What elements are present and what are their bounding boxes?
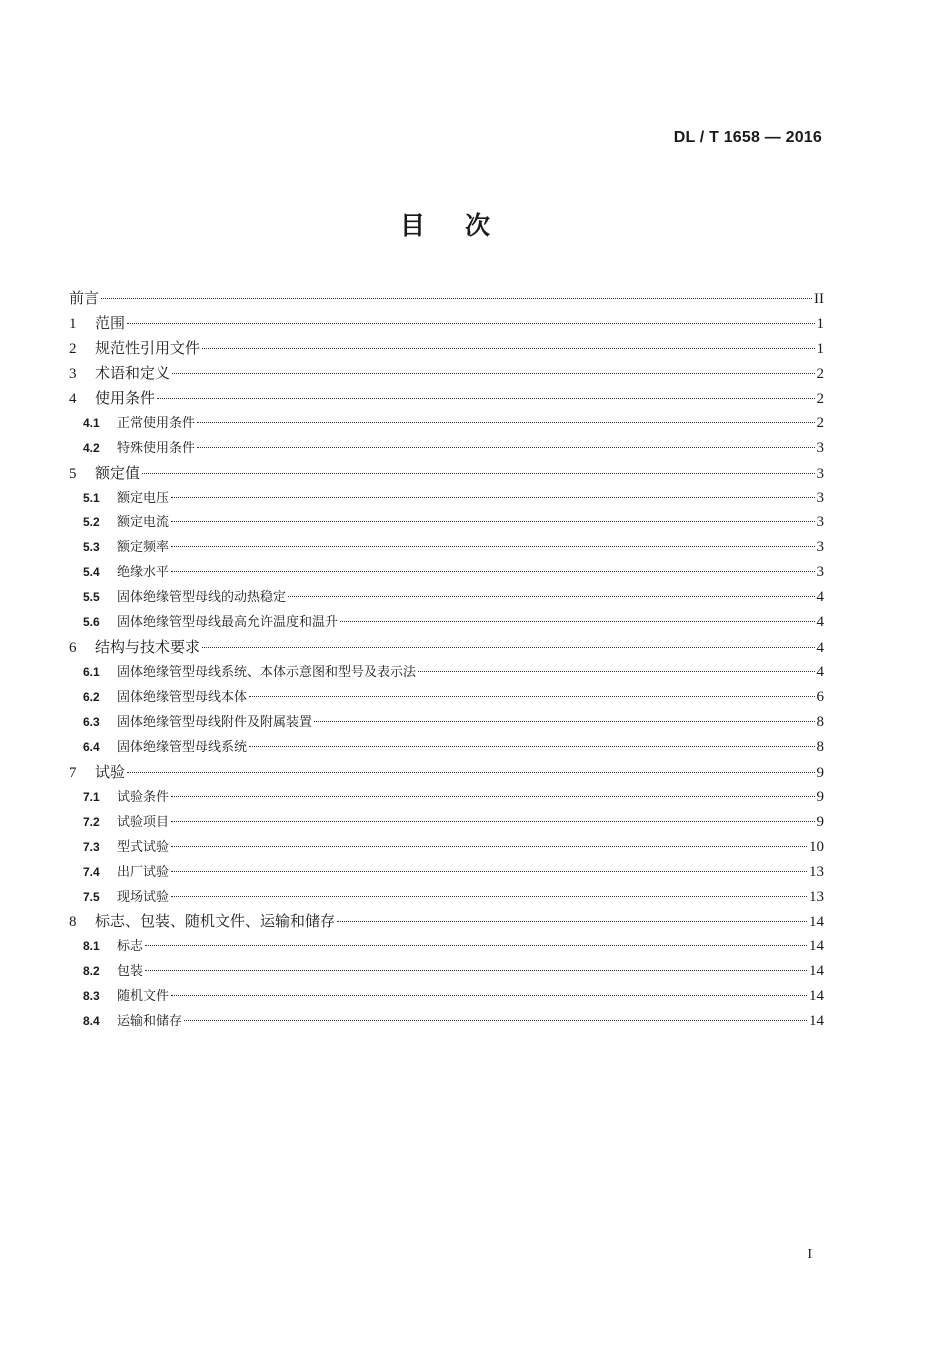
toc-entry-number: 3 xyxy=(69,365,77,382)
toc-entry-number: 7 xyxy=(69,764,77,781)
toc-entry[interactable] xyxy=(69,886,824,911)
toc-entry[interactable] xyxy=(69,312,824,337)
toc-leader-dots xyxy=(171,821,814,822)
toc-entry-page: 10 xyxy=(809,838,824,855)
toc-leader-dots xyxy=(171,571,814,572)
toc-leader-dots xyxy=(171,796,814,797)
toc-entry[interactable] xyxy=(69,437,824,462)
toc-entry[interactable] xyxy=(69,362,824,387)
toc-entry-label: 固体绝缘管型母线系统 xyxy=(117,739,248,755)
toc-entry-page: 13 xyxy=(809,863,824,880)
toc-entry[interactable] xyxy=(69,935,824,960)
table-of-contents xyxy=(69,287,824,1035)
toc-entry-number: 6.1 xyxy=(83,665,100,680)
toc-leader-dots xyxy=(337,921,807,922)
toc-entry-page: 3 xyxy=(816,465,824,482)
toc-entry-page: 14 xyxy=(809,1013,824,1030)
toc-entry-page: 4 xyxy=(816,614,824,631)
toc-entry-page: 4 xyxy=(816,640,824,657)
toc-entry[interactable] xyxy=(69,761,824,786)
toc-leader-dots xyxy=(101,298,812,299)
toc-entry-number: 4.1 xyxy=(83,415,100,430)
toc-entry-label: 额定频率 xyxy=(117,540,170,556)
page-title: 目次 xyxy=(399,211,530,240)
toc-entry-number: 7.4 xyxy=(83,864,100,879)
toc-entry-page: 3 xyxy=(816,439,824,456)
toc-entry-number: 6 xyxy=(69,640,77,657)
toc-entry-page: 9 xyxy=(816,764,824,781)
toc-entry-page: 3 xyxy=(816,514,824,531)
toc-entry[interactable] xyxy=(69,412,824,437)
toc-entry[interactable] xyxy=(69,811,824,836)
toc-entry-page: 3 xyxy=(816,489,824,506)
toc-entry-label: 固体绝缘管型母线附件及附属装置 xyxy=(117,714,313,730)
toc-entry[interactable] xyxy=(69,387,824,412)
toc-entry[interactable] xyxy=(69,511,824,536)
toc-leader-dots xyxy=(145,945,807,946)
toc-entry-number: 5.2 xyxy=(83,515,100,530)
toc-entry-label: 型式试验 xyxy=(117,839,170,855)
toc-entry-label: 试验条件 xyxy=(117,789,170,805)
toc-entry-page: 4 xyxy=(816,589,824,606)
toc-leader-dots xyxy=(157,398,814,399)
toc-entry-page: 8 xyxy=(816,713,824,730)
toc-leader-dots xyxy=(197,422,814,423)
toc-leader-dots xyxy=(171,846,807,847)
toc-entry-page: 1 xyxy=(816,315,824,332)
toc-entry[interactable] xyxy=(69,711,824,736)
toc-entry[interactable] xyxy=(69,487,824,512)
toc-entry[interactable] xyxy=(69,985,824,1010)
toc-entry-label: 现场试验 xyxy=(117,889,170,905)
toc-leader-dots xyxy=(171,546,814,547)
toc-entry[interactable] xyxy=(69,786,824,811)
toc-entry-number: 8.2 xyxy=(83,964,100,979)
toc-entry-page: 4 xyxy=(816,664,824,681)
toc-entry-label: 特殊使用条件 xyxy=(117,440,196,456)
toc-leader-dots xyxy=(171,521,814,522)
toc-entry-label: 绝缘水平 xyxy=(117,565,170,581)
toc-entry-number: 6.4 xyxy=(83,739,100,754)
toc-entry-label: 随机文件 xyxy=(117,989,170,1005)
toc-entry-label: 出厂试验 xyxy=(117,864,170,880)
toc-leader-dots xyxy=(197,447,814,448)
toc-entry-label: 额定电压 xyxy=(117,490,170,506)
toc-leader-dots xyxy=(171,497,814,498)
toc-entry-page: 9 xyxy=(816,813,824,830)
toc-entry-label: 额定电流 xyxy=(117,515,170,531)
toc-entry[interactable] xyxy=(69,1010,824,1035)
toc-entry[interactable] xyxy=(69,462,824,487)
toc-leader-dots xyxy=(288,596,814,597)
toc-leader-dots xyxy=(418,671,814,672)
toc-entry-page: 2 xyxy=(816,365,824,382)
toc-entry-number: 7.1 xyxy=(83,789,100,804)
toc-entry-page: 3 xyxy=(816,539,824,556)
toc-entry-number: 5.5 xyxy=(83,590,100,605)
toc-leader-dots xyxy=(202,647,814,648)
toc-entry-number: 8.1 xyxy=(83,939,100,954)
toc-entry-page: 14 xyxy=(809,938,824,955)
toc-entry-page: 9 xyxy=(816,788,824,805)
toc-entry[interactable] xyxy=(69,611,824,636)
toc-entry[interactable] xyxy=(69,561,824,586)
toc-entry-page: 14 xyxy=(809,914,824,931)
toc-entry-label: 范围 xyxy=(95,313,126,332)
toc-entry-number: 4 xyxy=(69,390,77,407)
toc-entry-number: 7.3 xyxy=(83,839,100,854)
toc-entry-number: 5.6 xyxy=(83,615,100,630)
toc-entry-label: 标志 xyxy=(117,939,144,955)
toc-entry-page: 3 xyxy=(816,564,824,581)
toc-entry-label: 使用条件 xyxy=(95,388,156,407)
toc-entry[interactable] xyxy=(69,287,824,312)
toc-leader-dots xyxy=(127,323,814,324)
toc-entry-number: 8.4 xyxy=(83,1014,100,1029)
toc-entry[interactable] xyxy=(69,337,824,362)
toc-entry-number: 4.2 xyxy=(83,440,100,455)
toc-entry-number: 7.5 xyxy=(83,889,100,904)
toc-leader-dots xyxy=(314,721,814,722)
toc-entry-number: 5.4 xyxy=(83,565,100,580)
toc-entry-label: 额定值 xyxy=(95,463,141,482)
toc-entry-label: 前言 xyxy=(69,289,100,307)
toc-entry[interactable] xyxy=(69,836,824,861)
toc-entry-number: 6.3 xyxy=(83,714,100,729)
toc-entry-label: 包装 xyxy=(117,964,144,980)
toc-entry-label: 标志、包装、随机文件、运输和储存 xyxy=(95,912,336,931)
toc-entry-label: 结构与技术要求 xyxy=(95,638,201,657)
toc-entry-page: 13 xyxy=(809,888,824,905)
toc-entry-page: 6 xyxy=(816,689,824,705)
toc-leader-dots xyxy=(202,348,814,349)
toc-entry-page: 8 xyxy=(816,738,824,755)
toc-entry-number: 1 xyxy=(69,315,77,332)
toc-leader-dots xyxy=(142,473,814,474)
toc-entry-number: 7.2 xyxy=(83,814,100,829)
toc-entry-number: 2 xyxy=(69,340,77,357)
page-number: I xyxy=(807,1247,812,1262)
toc-entry-number: 5.1 xyxy=(83,490,100,505)
toc-entry[interactable] xyxy=(69,536,824,561)
toc-entry[interactable] xyxy=(69,586,824,611)
toc-entry-label: 规范性引用文件 xyxy=(95,338,201,357)
toc-entry-number: 5.3 xyxy=(83,540,100,555)
toc-entry-page: 1 xyxy=(816,340,824,357)
toc-entry-number: 6.2 xyxy=(83,690,100,704)
toc-entry-label: 固体绝缘管型母线的动热稳定 xyxy=(117,590,287,606)
toc-leader-dots xyxy=(184,1020,807,1021)
toc-entry-label: 固体绝缘管型母线本体 xyxy=(117,690,248,705)
toc-entry-label: 术语和定义 xyxy=(95,363,171,382)
toc-entry[interactable] xyxy=(69,736,824,761)
toc-entry-number: 8.3 xyxy=(83,989,100,1004)
toc-entry-label: 固体绝缘管型母线系统、本体示意图和型号及表示法 xyxy=(117,665,417,681)
toc-entry-page: 14 xyxy=(809,963,824,980)
toc-entry[interactable] xyxy=(69,960,824,985)
toc-entry[interactable] xyxy=(69,636,824,661)
toc-entry-label: 试验 xyxy=(95,762,126,781)
toc-entry-label: 固体绝缘管型母线最高允许温度和温升 xyxy=(117,615,339,631)
toc-entry-number: 5 xyxy=(69,465,77,482)
toc-leader-dots xyxy=(171,896,807,897)
toc-entry-label: 试验项目 xyxy=(117,814,170,830)
toc-leader-dots xyxy=(172,373,814,374)
toc-leader-dots xyxy=(145,970,807,971)
toc-entry-page: II xyxy=(814,291,824,307)
toc-entry-page: 14 xyxy=(809,988,824,1005)
toc-leader-dots xyxy=(340,621,814,622)
toc-entry-page: 2 xyxy=(816,414,824,431)
toc-leader-dots xyxy=(249,746,814,747)
standard-code: DL / T 1658 — 2016 xyxy=(673,129,822,146)
toc-entry-label: 运输和储存 xyxy=(117,1014,183,1030)
toc-leader-dots xyxy=(249,696,814,697)
toc-entry[interactable] xyxy=(69,661,824,686)
toc-leader-dots xyxy=(171,995,807,996)
toc-entry[interactable] xyxy=(69,861,824,886)
toc-entry[interactable] xyxy=(69,910,824,935)
toc-leader-dots xyxy=(127,772,814,773)
toc-leader-dots xyxy=(171,871,807,872)
toc-entry-number: 8 xyxy=(69,914,77,931)
toc-entry-label: 正常使用条件 xyxy=(117,415,196,431)
toc-entry[interactable] xyxy=(69,686,824,711)
toc-entry-page: 2 xyxy=(816,390,824,407)
